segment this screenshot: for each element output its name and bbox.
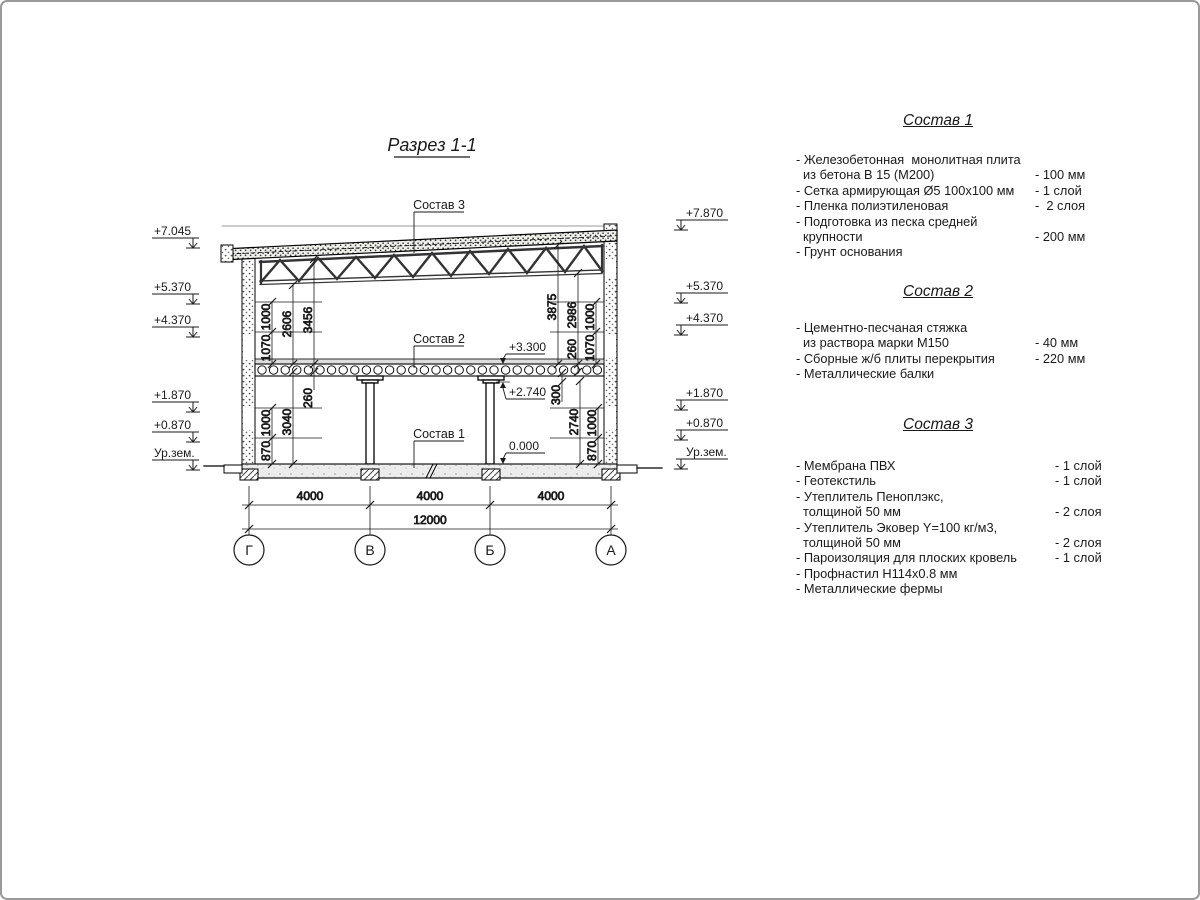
elev-right-3: +1.870 xyxy=(686,386,724,400)
elevation-marks-left xyxy=(152,224,200,470)
callout-slab: Состав 2 xyxy=(413,332,465,346)
left-wall xyxy=(242,254,255,464)
dim-right-260: 260 xyxy=(565,338,579,360)
composition-2-heading: Состав 2 xyxy=(903,283,973,300)
composition-1-section xyxy=(782,112,1200,260)
dim-left-3040: 3040 xyxy=(280,408,294,436)
dim-left-870: 870 xyxy=(259,440,273,462)
list-item xyxy=(782,244,1200,259)
list-item xyxy=(782,458,1200,473)
drawing-title xyxy=(387,135,476,157)
bottom-dimensions xyxy=(242,486,618,535)
floor-slab xyxy=(255,359,604,376)
item-value: - 200 мм xyxy=(1035,228,1086,244)
list-item xyxy=(782,366,1200,381)
list-item xyxy=(782,351,1200,366)
item-text: - Геотекстиль xyxy=(796,473,876,489)
dim-right-1000-lower: 1000 xyxy=(585,409,599,437)
item-text: толщиной 50 мм xyxy=(803,534,901,550)
dim-total: 12000 xyxy=(413,513,447,527)
profiled-deck-line xyxy=(230,236,612,254)
item-text: - Утеплитель Эковер Y=100 кг/м3, xyxy=(796,519,998,535)
roof-fascia xyxy=(221,245,233,262)
column-axis-B2 xyxy=(478,376,504,464)
right-apron xyxy=(617,465,637,473)
dim-right-1070: 1070 xyxy=(583,334,597,362)
elev-left-0: +7.045 xyxy=(154,224,192,238)
section-drawing xyxy=(2,2,782,898)
list-item xyxy=(782,335,1200,350)
item-text: - Пароизоляция для плоских кровель xyxy=(796,550,1017,566)
drawing-title-text: Разрез 1-1 xyxy=(387,135,477,155)
dim-left-2606: 2606 xyxy=(280,310,294,338)
composition-3-section xyxy=(782,416,1200,597)
item-text: - Железобетонная монолитная плита xyxy=(796,152,1021,167)
dim-left-1000-lower: 1000 xyxy=(259,409,273,437)
level-arrow-up xyxy=(500,382,506,388)
screed-layer xyxy=(255,359,604,364)
item-text: - Сетка армирующая Ø5 100х100 мм xyxy=(796,182,1015,198)
elevation-marks-right xyxy=(674,206,728,469)
ground-floor xyxy=(204,464,662,480)
elev-left-5: Ур.зем. xyxy=(154,446,195,460)
left-wall-opening xyxy=(243,406,254,430)
dim-left-260: 260 xyxy=(301,387,315,409)
item-value: - 100 мм xyxy=(1035,167,1086,183)
item-text: крупности xyxy=(803,228,863,244)
composition-1-heading: Состав 1 xyxy=(903,112,973,129)
list-item xyxy=(782,535,1200,550)
item-text: - Металлические фермы xyxy=(796,581,943,597)
item-value: - 220 мм xyxy=(1035,350,1086,366)
list-item xyxy=(782,198,1200,213)
list-item xyxy=(782,581,1200,596)
dim-span-3: 4000 xyxy=(537,489,565,503)
column-axis-B1 xyxy=(357,376,383,464)
item-value: - 2 слоя xyxy=(1055,504,1102,520)
list-item xyxy=(782,214,1200,229)
left-apron xyxy=(224,465,242,473)
column-shaft xyxy=(486,383,494,464)
dim-right-2986: 2986 xyxy=(565,301,579,329)
elev-right-5: Ур.зем. xyxy=(686,445,727,459)
left-wall-opening xyxy=(243,334,254,360)
elev-left-3: +1.870 xyxy=(154,388,192,402)
column-shaft xyxy=(366,383,374,464)
composition-3-heading: Состав 3 xyxy=(903,416,973,433)
dim-span-1: 4000 xyxy=(296,489,324,503)
list-item xyxy=(782,167,1200,182)
item-text: - Пленка полиэтиленовая xyxy=(796,198,949,214)
dim-right-1000-upper: 1000 xyxy=(583,303,597,331)
elev-left-2: +4.370 xyxy=(154,313,192,327)
callout-roof: Состав 3 xyxy=(413,198,465,212)
elev-left-1: +5.370 xyxy=(154,280,192,294)
foundation-pad xyxy=(240,469,258,480)
elev-right-1: +5.370 xyxy=(686,279,724,293)
list-item xyxy=(782,566,1200,581)
level-slab-top: +3.300 xyxy=(509,340,547,354)
dim-right-3875: 3875 xyxy=(545,293,559,321)
axis-A: А xyxy=(606,542,616,558)
item-value: - 2 слоя xyxy=(1055,534,1102,550)
item-text: - Сборные ж/б плиты перекрытия xyxy=(796,350,995,366)
dim-left-1070: 1070 xyxy=(259,334,273,362)
dim-right-870: 870 xyxy=(585,440,599,462)
level-floor: 0.000 xyxy=(509,439,540,453)
list-item xyxy=(782,550,1200,565)
elev-left-4: +0.870 xyxy=(154,418,192,432)
item-value: - 1 слой xyxy=(1055,473,1102,489)
list-item xyxy=(782,152,1200,167)
dim-span-2: 4000 xyxy=(416,489,444,503)
item-value: - 1 слой xyxy=(1055,458,1102,473)
item-text: толщиной 50 мм xyxy=(803,504,901,520)
item-text: из раствора марки М150 xyxy=(803,335,949,351)
item-text: - Металлические балки xyxy=(796,366,935,382)
level-beam-bottom: +2.740 xyxy=(509,385,547,399)
list-item xyxy=(782,320,1200,335)
axis-G: Г xyxy=(245,542,253,558)
elev-right-4: +0.870 xyxy=(686,416,724,430)
elev-right-0: +7.870 xyxy=(686,206,724,220)
item-value: - 1 слой xyxy=(1055,550,1102,566)
right-wall-opening xyxy=(605,334,616,358)
item-text: - Подготовка из песка средней xyxy=(796,213,978,229)
list-item xyxy=(782,473,1200,488)
item-value: - 2 слоя xyxy=(1035,198,1086,214)
list-item xyxy=(782,229,1200,244)
right-wall xyxy=(604,224,617,464)
item-value: - 40 мм xyxy=(1035,335,1079,351)
right-wall-opening xyxy=(605,260,616,278)
foundation-pad xyxy=(361,469,379,480)
dim-left-3456: 3456 xyxy=(301,306,315,334)
list-item xyxy=(782,183,1200,198)
item-text: - Цементно-песчаная стяжка xyxy=(796,320,968,335)
item-text: - Грунт основания xyxy=(796,244,903,260)
dim-right-2740: 2740 xyxy=(567,408,581,436)
axis-B: Б xyxy=(485,542,495,558)
axis-V: В xyxy=(365,542,375,558)
item-text: из бетона В 15 (М200) xyxy=(803,167,935,183)
list-item xyxy=(782,504,1200,519)
callout-floor: Состав 1 xyxy=(413,427,465,441)
composition-2-section xyxy=(782,283,1200,382)
right-wall-opening xyxy=(605,406,616,430)
elev-right-2: +4.370 xyxy=(686,311,724,325)
item-value: - 1 слой xyxy=(1035,182,1082,198)
axis-bubbles xyxy=(234,535,626,565)
level-arrow-down xyxy=(500,458,506,464)
item-text: - Профнастил Н114х0.8 мм xyxy=(796,565,958,581)
item-text: - Утеплитель Пеноплэкс, xyxy=(796,488,944,504)
dim-left-1000-upper: 1000 xyxy=(259,303,273,331)
list-item xyxy=(782,489,1200,504)
dim-right-300: 300 xyxy=(549,384,563,406)
foundation-pad xyxy=(482,469,500,480)
item-text: - Мембрана ПВХ xyxy=(796,458,896,473)
list-item xyxy=(782,520,1200,535)
